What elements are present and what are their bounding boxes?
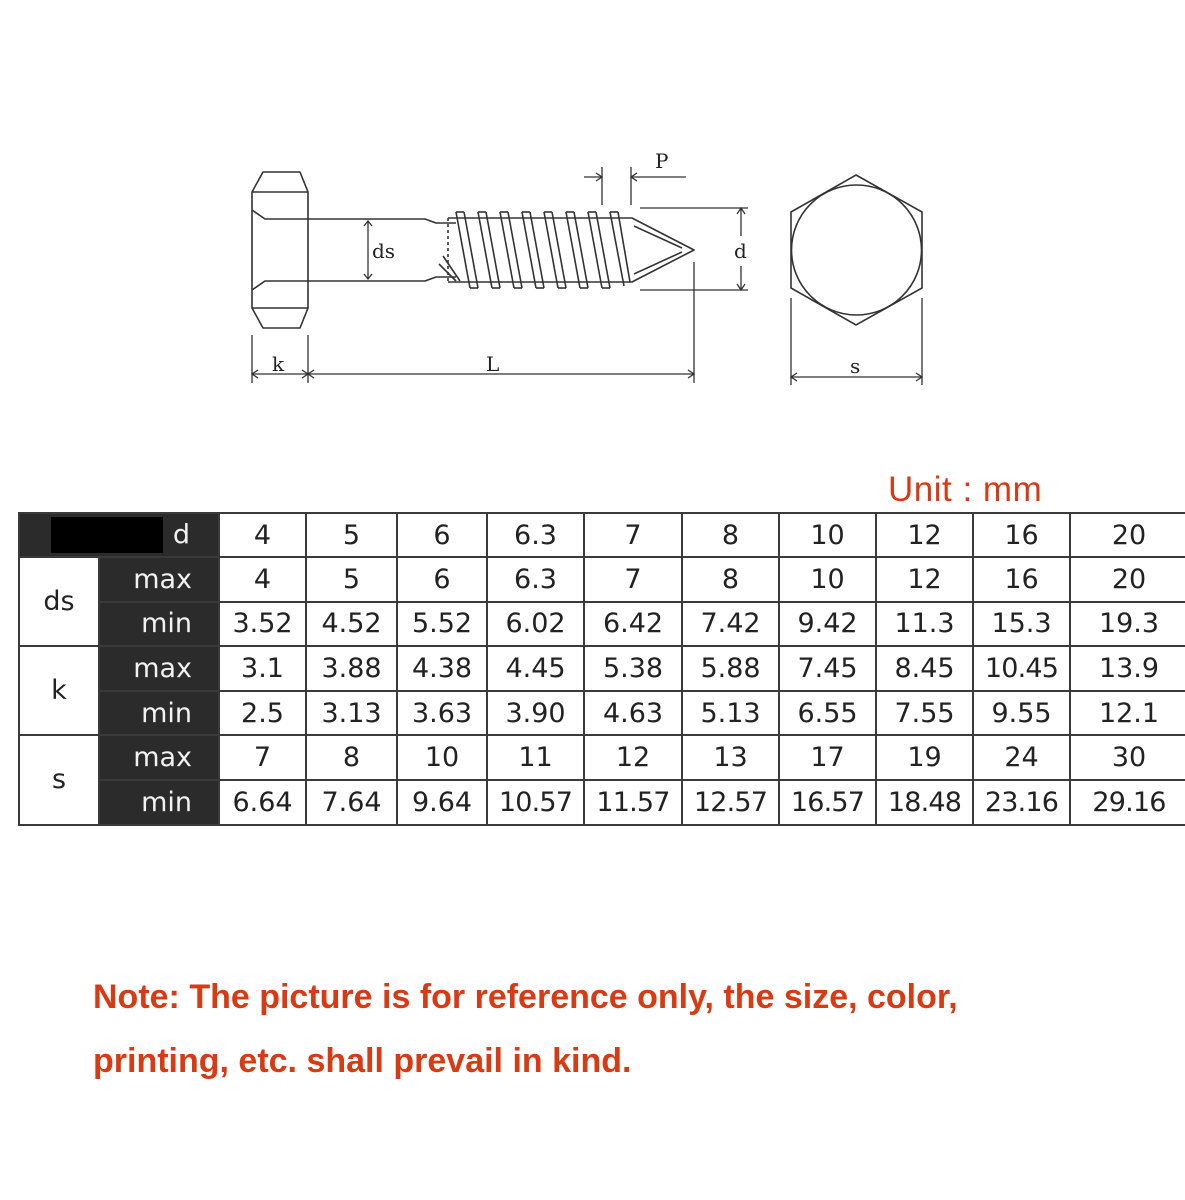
value-cell: 7.42 [682, 602, 779, 647]
row-label-cell: min [99, 691, 219, 736]
d-header-label: d [172, 519, 191, 551]
value-cell: 6.3 [487, 557, 584, 602]
table-row [19, 557, 1185, 602]
p-dimension-label: P [655, 149, 669, 173]
note-line-1: Note: The picture is for reference only, the size, color, [93, 978, 958, 1016]
hex-head-side-view [252, 172, 308, 328]
row-label-cell: min [99, 602, 219, 647]
k-dimension-label: k [272, 352, 285, 376]
spec-table [18, 512, 1185, 826]
value-cell: 8 [306, 735, 397, 780]
value-cell: 10 [397, 735, 487, 780]
value-cell: 10 [779, 557, 876, 602]
value-cell: 4 [219, 557, 306, 602]
value-cell: 19 [876, 735, 973, 780]
table-row [19, 691, 1185, 736]
value-cell: 15.3 [973, 602, 1070, 647]
d-value-cell: 6 [397, 513, 487, 557]
thread-crests [456, 212, 630, 288]
value-cell: 4.38 [397, 646, 487, 691]
value-cell: 6.02 [487, 602, 584, 647]
d-value-cell: 5 [306, 513, 397, 557]
group-label-cell: s [19, 735, 99, 824]
value-cell: 12.57 [682, 780, 779, 825]
value-cell: 3.88 [306, 646, 397, 691]
value-cell: 17 [779, 735, 876, 780]
d-value-cell: 4 [219, 513, 306, 557]
value-cell: 9.64 [397, 780, 487, 825]
unit-label: Unit : mm [888, 470, 1043, 509]
redacted-block [51, 517, 163, 553]
row-label-cell: min [99, 780, 219, 825]
value-cell: 11 [487, 735, 584, 780]
value-cell: 3.13 [306, 691, 397, 736]
value-cell: 16 [973, 557, 1070, 602]
value-cell: 30 [1070, 735, 1185, 780]
hex-head-end-view [791, 175, 922, 325]
table-row [19, 735, 1185, 780]
value-cell: 11.57 [584, 780, 682, 825]
value-cell: 10.45 [973, 646, 1070, 691]
d-value-cell: 10 [779, 513, 876, 557]
value-cell: 24 [973, 735, 1070, 780]
value-cell: 4.52 [306, 602, 397, 647]
note-line-2: printing, etc. shall prevail in kind. [93, 1042, 632, 1080]
note-text [93, 965, 1153, 1093]
value-cell: 6.42 [584, 602, 682, 647]
table-row [19, 646, 1185, 691]
value-cell: 5.38 [584, 646, 682, 691]
d-value-cell: 20 [1070, 513, 1185, 557]
value-cell: 7.55 [876, 691, 973, 736]
value-cell: 4.45 [487, 646, 584, 691]
table-header-row [19, 513, 1185, 557]
value-cell: 13.9 [1070, 646, 1185, 691]
d-value-cell: 12 [876, 513, 973, 557]
d-value-cell: 8 [682, 513, 779, 557]
value-cell: 10.57 [487, 780, 584, 825]
screw-technical-drawing [0, 0, 1185, 440]
value-cell: 6.55 [779, 691, 876, 736]
value-cell: 9.55 [973, 691, 1070, 736]
ds-dimension-label: ds [372, 239, 396, 263]
value-cell: 5.13 [682, 691, 779, 736]
value-cell: 12 [584, 735, 682, 780]
value-cell: 3.63 [397, 691, 487, 736]
ds-dimension [364, 221, 372, 279]
value-cell: 19.3 [1070, 602, 1185, 647]
value-cell: 7 [584, 557, 682, 602]
table-row [19, 780, 1185, 825]
value-cell: 6.64 [219, 780, 306, 825]
value-cell: 7.45 [779, 646, 876, 691]
d-value-cell: 16 [973, 513, 1070, 557]
value-cell: 8 [682, 557, 779, 602]
value-cell: 2.5 [219, 691, 306, 736]
k-l-dimension [252, 262, 694, 383]
row-label-cell: max [99, 557, 219, 602]
value-cell: 4.63 [584, 691, 682, 736]
value-cell: 3.90 [487, 691, 584, 736]
value-cell: 6 [397, 557, 487, 602]
d-value-cell: 7 [584, 513, 682, 557]
value-cell: 7 [219, 735, 306, 780]
row-label-cell: max [99, 735, 219, 780]
table-row [19, 602, 1185, 647]
value-cell: 12 [876, 557, 973, 602]
value-cell: 8.45 [876, 646, 973, 691]
value-cell: 16.57 [779, 780, 876, 825]
value-cell: 29.16 [1070, 780, 1185, 825]
value-cell: 20 [1070, 557, 1185, 602]
d-value-cell: 6.3 [487, 513, 584, 557]
group-label-cell: ds [19, 557, 99, 646]
l-dimension-label: L [486, 352, 500, 376]
p-dimension [584, 167, 686, 205]
value-cell: 23.16 [973, 780, 1070, 825]
s-dimension-label: s [850, 354, 861, 378]
value-cell: 3.1 [219, 646, 306, 691]
value-cell: 3.52 [219, 602, 306, 647]
value-cell: 12.1 [1070, 691, 1185, 736]
value-cell: 5.88 [682, 646, 779, 691]
d-header-cell [19, 513, 219, 557]
thread-section [439, 212, 694, 288]
value-cell: 11.3 [876, 602, 973, 647]
value-cell: 7.64 [306, 780, 397, 825]
row-label-cell: max [99, 646, 219, 691]
value-cell: 13 [682, 735, 779, 780]
value-cell: 18.48 [876, 780, 973, 825]
value-cell: 5 [306, 557, 397, 602]
d-dimension-label: d [734, 239, 747, 263]
value-cell: 9.42 [779, 602, 876, 647]
group-label-cell: k [19, 646, 99, 735]
spec-table-body [19, 513, 1185, 825]
value-cell: 5.52 [397, 602, 487, 647]
